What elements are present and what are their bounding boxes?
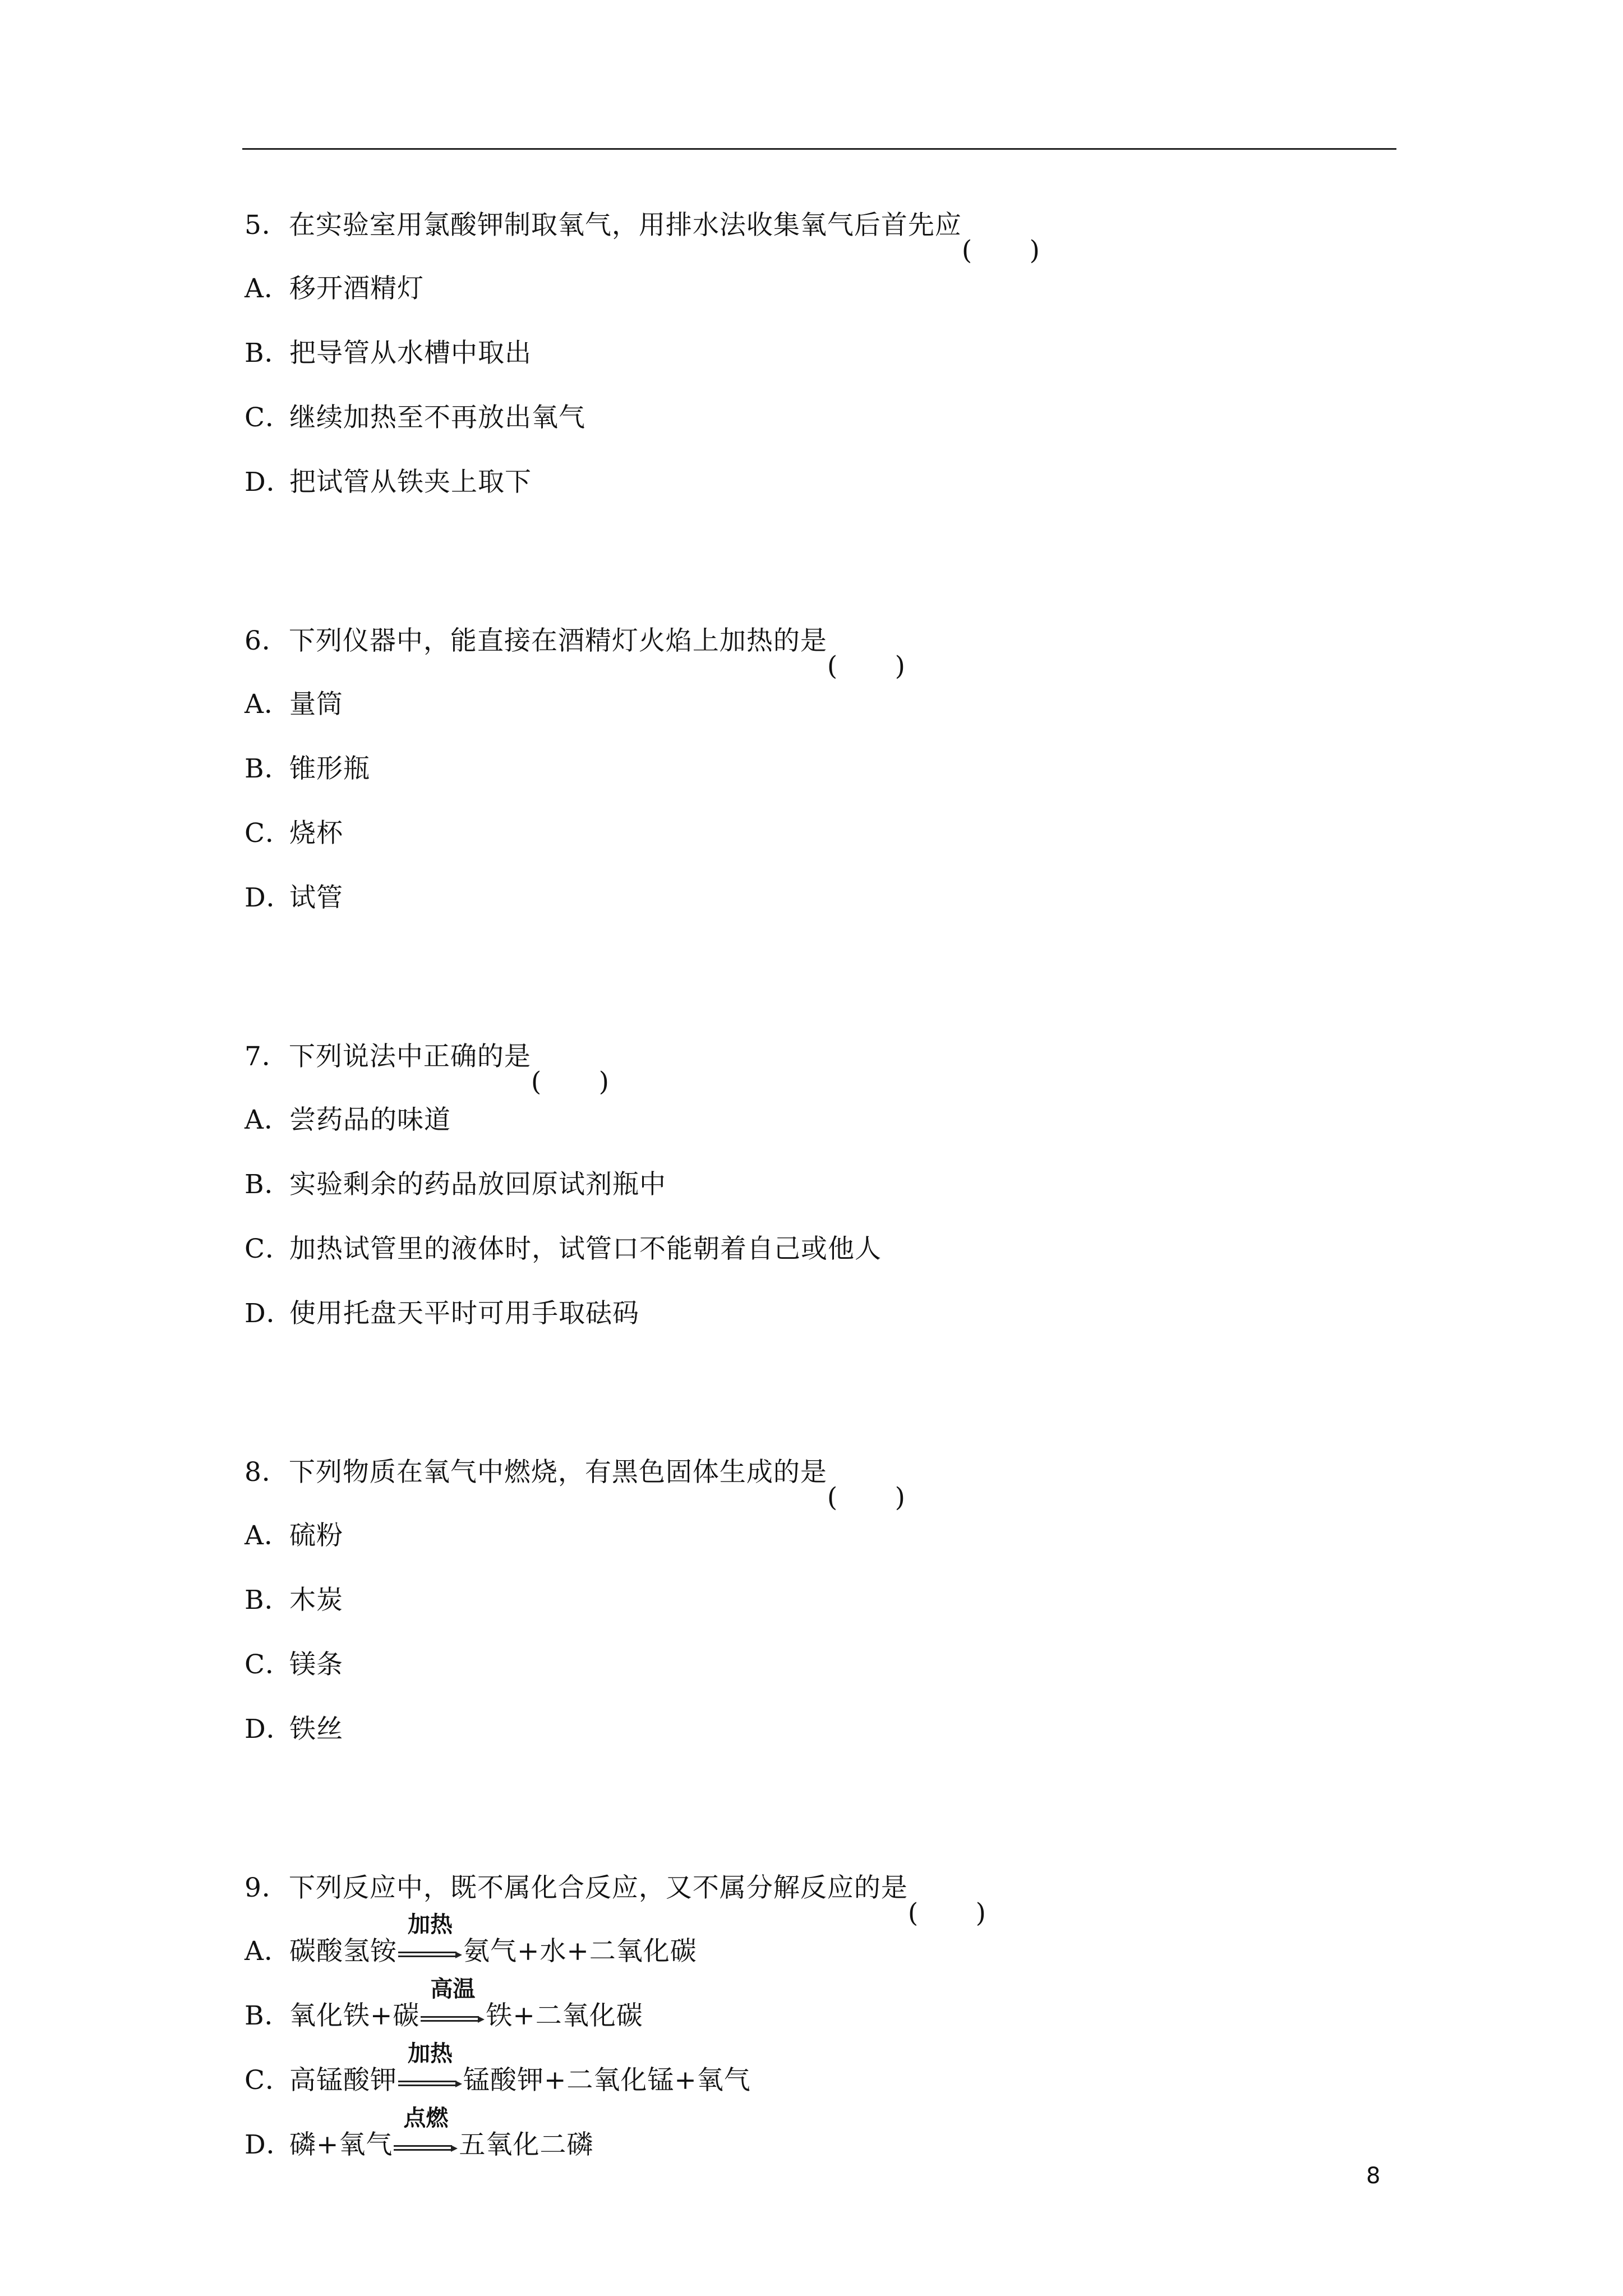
option-text: 加热试管里的液体时，试管口不能朝着自己或他人 (289, 1234, 882, 1264)
paren-close: ) (598, 1066, 610, 1097)
reactants: 氧化铁+碳 (289, 2000, 420, 2031)
paren-open: ( (827, 1482, 838, 1513)
option-d (245, 1713, 1394, 1746)
option-c (245, 401, 1394, 434)
paren-close: ) (1029, 235, 1040, 266)
paren-open: ( (827, 651, 838, 682)
products: 氨气+水+二氧化碳 (463, 1936, 697, 1967)
question-stem (245, 1040, 1394, 1097)
option-text: 把试管从铁夹上取下 (289, 467, 532, 498)
question-8 (245, 1456, 1394, 1746)
option-d (245, 466, 1394, 499)
question-6 (245, 624, 1394, 914)
option-c (245, 1648, 1394, 1681)
question-stem (245, 624, 1394, 682)
reactants: 磷+氧气 (289, 2129, 393, 2160)
option-letter: D． (245, 2129, 293, 2160)
option-c (245, 817, 1394, 850)
option-text: 试管 (289, 882, 343, 913)
option-letter: D． (245, 1714, 293, 1745)
option-text: 铁丝 (289, 1714, 343, 1745)
question-9 (245, 1871, 1394, 2161)
page-number: 8 (1366, 2163, 1381, 2189)
paren-open: ( (531, 1066, 542, 1097)
option-c (245, 1232, 1394, 1266)
question-text: 下列仪器中，能直接在酒精灯火焰上加热的是 (288, 625, 827, 656)
option-text: 镁条 (289, 1649, 343, 1680)
option-letter: B． (245, 753, 292, 784)
reactants: 高锰酸钾 (289, 2065, 397, 2096)
option-letter: A． (245, 273, 291, 304)
option-text: 锥形瓶 (289, 753, 370, 784)
option-text: 量筒 (289, 689, 343, 720)
option-text: 把导管从水槽中取出 (289, 338, 532, 369)
reaction-arrow (393, 2105, 459, 2161)
option-a (245, 688, 1394, 721)
option-letter: A． (245, 1105, 291, 1135)
question-text: 下列说法中正确的是 (288, 1041, 531, 1072)
question-stem (245, 1456, 1394, 1513)
option-text: 实验剩余的药品放回原试剂瓶中 (289, 1169, 666, 1200)
option-letter: D． (245, 467, 293, 498)
reaction-condition: 加热 (408, 2041, 453, 2067)
reaction-arrow (397, 2041, 463, 2097)
paren-open: ( (907, 1898, 919, 1929)
option-letter: C． (245, 2065, 292, 2096)
option-letter: B． (245, 2000, 292, 2031)
reaction-condition: 高温 (430, 1976, 476, 2002)
option-letter: A． (245, 1520, 291, 1551)
option-letter: B． (245, 1169, 292, 1200)
option-letter: C． (245, 1234, 292, 1264)
option-b (245, 337, 1394, 370)
paren-close: ) (895, 1482, 906, 1513)
option-d (245, 2105, 1394, 2161)
option-c (245, 2041, 1394, 2097)
question-number: 8． (245, 1457, 289, 1488)
arrow-icon (398, 2081, 462, 2087)
option-b (245, 1168, 1394, 1201)
option-letter: C． (245, 402, 292, 433)
reaction-condition: 加热 (408, 1912, 453, 1938)
option-b (245, 1976, 1394, 2032)
option-text: 硫粉 (289, 1520, 343, 1551)
products: 铁+二氧化碳 (486, 2000, 643, 2031)
option-letter: B． (245, 1585, 292, 1616)
paren-close: ) (895, 651, 906, 682)
arrow-icon (398, 1952, 462, 1958)
option-text: 木炭 (289, 1585, 343, 1616)
option-letter: C． (245, 818, 292, 849)
arrow-icon (421, 2016, 485, 2023)
option-a (245, 1912, 1394, 1968)
question-text: 在实验室用氯酸钾制取氧气，用排水法收集氧气后首先应 (288, 210, 962, 241)
products: 五氧化二磷 (459, 2129, 594, 2160)
option-letter: C． (245, 1649, 292, 1680)
option-text: 移开酒精灯 (289, 273, 424, 304)
question-text: 下列物质在氧气中燃烧，有黑色固体生成的是 (288, 1457, 827, 1488)
option-a (245, 1103, 1394, 1137)
option-text: 烧杯 (289, 818, 343, 849)
question-number: 9． (245, 1872, 289, 1903)
option-d (245, 1297, 1394, 1330)
option-a (245, 272, 1394, 305)
question-list (245, 209, 1394, 2287)
option-letter: D． (245, 882, 293, 913)
paren-close: ) (975, 1898, 986, 1929)
question-number: 7． (245, 1041, 289, 1072)
option-text: 尝药品的味道 (289, 1105, 451, 1135)
question-text: 下列反应中，既不属化合反应，又不属分解反应的是 (288, 1872, 908, 1903)
reaction-arrow (419, 1976, 486, 2032)
question-7 (245, 1040, 1394, 1330)
products: 锰酸钾+二氧化锰+氧气 (463, 2065, 751, 2096)
reaction-arrow (397, 1912, 463, 1968)
option-letter: B． (245, 338, 292, 369)
reaction-condition: 点燃 (403, 2105, 449, 2131)
question-number: 5． (245, 210, 289, 241)
option-text: 继续加热至不再放出氧气 (289, 402, 585, 433)
arrow-icon (394, 2145, 458, 2152)
option-a (245, 1519, 1394, 1552)
reactants: 碳酸氢铵 (289, 1936, 397, 1967)
option-b (245, 1584, 1394, 1617)
question-5 (245, 209, 1394, 499)
option-letter: D． (245, 1298, 293, 1329)
question-stem (245, 209, 1394, 266)
option-text: 使用托盘天平时可用手取砝码 (289, 1298, 639, 1329)
option-letter: A． (245, 689, 291, 720)
paren-open: ( (961, 235, 973, 266)
question-number: 6． (245, 625, 289, 656)
header-rule (242, 148, 1396, 150)
option-b (245, 752, 1394, 785)
option-d (245, 881, 1394, 914)
option-letter: A． (245, 1936, 291, 1967)
